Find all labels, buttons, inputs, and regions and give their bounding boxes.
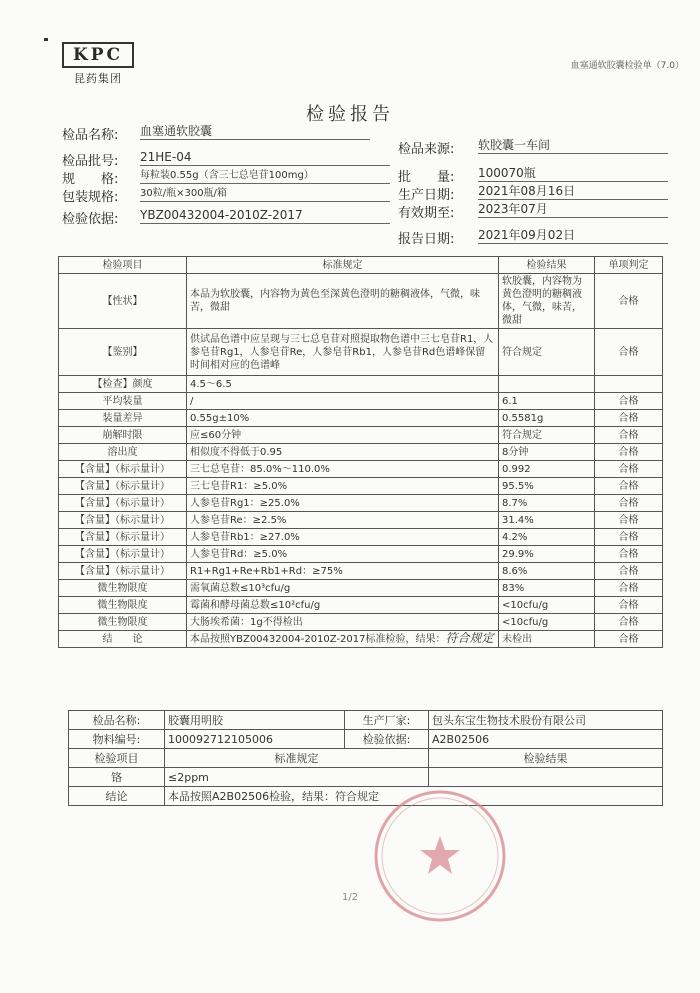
result: <10cfu/g [499, 597, 595, 614]
standard: 人参皂苷Rb1：≥27.0% [187, 529, 499, 546]
mfg-date-value: 2021年08月16日 [478, 184, 668, 200]
header-result: 检验结果 [499, 257, 595, 274]
pack-value: 30粒/瓶×300瓶/箱 [140, 186, 390, 202]
table-header-row [59, 257, 663, 274]
table-row [59, 529, 663, 546]
result: 83% [499, 580, 595, 597]
expiry-value: 2023年07月 [478, 202, 668, 218]
table-row [59, 495, 663, 512]
header-item: 检验项目 [59, 257, 187, 274]
judgement: 合格 [595, 427, 663, 444]
table-row [69, 730, 663, 749]
result: 未检出 [499, 631, 595, 648]
company-logo [62, 42, 134, 86]
table-row [59, 393, 663, 410]
result [499, 376, 595, 393]
material-standard-header: 标准规定 [165, 749, 429, 768]
mfg-date-label: 生产日期: [398, 188, 455, 203]
product-name-value: 血塞通软胶囊 [140, 124, 370, 140]
manufacturer-label: 生产厂家: [345, 711, 429, 730]
table-row [59, 444, 663, 461]
qty-value: 100070瓶 [478, 166, 668, 182]
table-row [59, 580, 663, 597]
result: <10cfu/g [499, 614, 595, 631]
table-row [59, 597, 663, 614]
test-item: 【含量】（标示量计） [59, 461, 187, 478]
result: 6.1 [499, 393, 595, 410]
table-row [59, 631, 663, 648]
material-item-header: 检验项目 [69, 749, 165, 768]
judgement: 合格 [595, 461, 663, 478]
judgement: 合格 [595, 495, 663, 512]
test-item: 【鉴别】 [59, 329, 187, 376]
material-name-label: 检品名称: [69, 711, 165, 730]
document-id: 血塞通软胶囊检验单（7.0） [570, 61, 684, 71]
standard: 霉菌和酵母菌总数≤10²cfu/g [187, 597, 499, 614]
logo-box: KPC [62, 42, 134, 68]
qty-label: 批 量: [398, 170, 455, 185]
material-basis-value: A2B02506 [429, 730, 663, 749]
result: 符合规定 [499, 329, 595, 376]
test-item: 崩解时限 [59, 427, 187, 444]
judgement: 合格 [595, 512, 663, 529]
judgement: 合格 [595, 393, 663, 410]
test-item: 【含量】（标示量计） [59, 512, 187, 529]
test-item: 【含量】（标示量计） [59, 563, 187, 580]
test-item: 平均装量 [59, 393, 187, 410]
test-item: 微生物限度 [59, 614, 187, 631]
material-conclusion: 本品按照A2B02506检验，结果：符合规定 [165, 787, 663, 806]
material-conclusion-label: 结论 [69, 787, 165, 806]
result: 软胶囊，内容物为黄色澄明的糖稠液体，气微，味苦，微甜 [499, 274, 595, 329]
logo-subtext: 昆药集团 [74, 72, 122, 85]
material-standard: ≤2ppm [165, 768, 429, 787]
judgement: 合格 [595, 274, 663, 329]
judgement: 合格 [595, 329, 663, 376]
material-table [68, 710, 663, 806]
spec-label: 规 格: [62, 172, 119, 187]
result: 31.4% [499, 512, 595, 529]
test-item: 微生物限度 [59, 580, 187, 597]
standard: R1+Rg1+Re+Rb1+Rd：≥75% [187, 563, 499, 580]
result: 8.7% [499, 495, 595, 512]
batch-label: 检品批号: [62, 154, 119, 169]
material-result-header: 检验结果 [429, 749, 663, 768]
judgement: 合格 [595, 631, 663, 648]
result: 0.992 [499, 461, 595, 478]
table-row [59, 563, 663, 580]
header-judgement: 单项判定 [595, 257, 663, 274]
standard: 本品按照YBZ00432004-2010Z-2017标准检验，结果：符合规定 [187, 631, 499, 648]
standard: / [187, 393, 499, 410]
test-item: 装量差异 [59, 410, 187, 427]
standard: 人参皂苷Re：≥2.5% [187, 512, 499, 529]
result: 8.6% [499, 563, 595, 580]
basis-label: 检验依据: [62, 212, 119, 227]
table-row [69, 787, 663, 806]
table-row [69, 711, 663, 730]
judgement: 合格 [595, 529, 663, 546]
judgement: 合格 [595, 410, 663, 427]
table-row [59, 427, 663, 444]
test-item: 结 论 [59, 631, 187, 648]
material-code-value: 100092712105006 [165, 730, 345, 749]
table-row [69, 768, 663, 787]
table-row [59, 376, 663, 393]
report-date-value: 2021年09月02日 [478, 228, 668, 244]
result: 0.5581g [499, 410, 595, 427]
table-row [59, 461, 663, 478]
table-row [59, 274, 663, 329]
source-label: 检品来源: [398, 142, 455, 157]
scan-mark [44, 38, 48, 41]
standard: 相似度不得低于0.95 [187, 444, 499, 461]
standard: 三七总皂苷：85.0%～110.0% [187, 461, 499, 478]
standard: 供试品色谱中应呈现与三七总皂苷对照提取物色谱中三七皂苷R1，人参皂苷Rg1，人参皂苷Re，人参皂苷Rb1，人参皂苷Rd色谱峰保留时间相对应的色谱峰 [187, 329, 499, 376]
judgement: 合格 [595, 597, 663, 614]
handwritten-conclusion: 符合规定 [445, 631, 494, 645]
manufacturer-value: 包头东宝生物技术股份有限公司 [429, 711, 663, 730]
table-row [59, 546, 663, 563]
judgement: 合格 [595, 478, 663, 495]
table-row [59, 614, 663, 631]
table-row [69, 749, 663, 768]
report-date-label: 报告日期: [398, 232, 455, 247]
standard: 本品为软胶囊，内容物为黄色至深黄色澄明的糖稠液体，气微，味苦，微甜 [187, 274, 499, 329]
standard: 大肠埃希菌：1g不得检出 [187, 614, 499, 631]
material-basis-label: 检验依据: [345, 730, 429, 749]
spec-value: 每粒装0.55g（含三七总皂苷100mg） [140, 168, 390, 184]
result: 8分钟 [499, 444, 595, 461]
test-item: 【含量】（标示量计） [59, 546, 187, 563]
standard: 0.55g±10% [187, 410, 499, 427]
standard: 人参皂苷Rg1：≥25.0% [187, 495, 499, 512]
table-row [59, 410, 663, 427]
test-item: 【性状】 [59, 274, 187, 329]
product-name-label: 检品名称: [62, 128, 119, 143]
batch-value: 21HE-04 [140, 150, 390, 166]
table-row [59, 512, 663, 529]
standard: 三七皂苷R1：≥5.0% [187, 478, 499, 495]
source-value: 软胶囊一车间 [478, 138, 668, 154]
result: 95.5% [499, 478, 595, 495]
pack-label: 包装规格: [62, 190, 119, 205]
judgement [595, 376, 663, 393]
page-title: 检验报告 [306, 104, 394, 125]
standard: 需氧菌总数≤10³cfu/g [187, 580, 499, 597]
quality-seal-stamp [370, 786, 510, 926]
material-result [429, 768, 663, 787]
table-row [59, 478, 663, 495]
test-results-table [58, 256, 663, 648]
result: 4.2% [499, 529, 595, 546]
test-item: 微生物限度 [59, 597, 187, 614]
test-item: 溶出度 [59, 444, 187, 461]
standard: 人参皂苷Rd：≥5.0% [187, 546, 499, 563]
judgement: 合格 [595, 563, 663, 580]
basis-value: YBZ00432004-2010Z-2017 [140, 208, 390, 224]
judgement: 合格 [595, 546, 663, 563]
judgement: 合格 [595, 444, 663, 461]
result: 符合规定 [499, 427, 595, 444]
result: 29.9% [499, 546, 595, 563]
standard: 4.5～6.5 [187, 376, 499, 393]
judgement: 合格 [595, 580, 663, 597]
judgement: 合格 [595, 614, 663, 631]
header-standard: 标准规定 [187, 257, 499, 274]
table-row [59, 329, 663, 376]
material-code-label: 物料编号: [69, 730, 165, 749]
expiry-label: 有效期至: [398, 206, 455, 221]
test-item: 【含量】（标示量计） [59, 495, 187, 512]
page-number: 1/2 [341, 892, 359, 903]
standard: 应≤60分钟 [187, 427, 499, 444]
test-item: 【检查】颜度 [59, 376, 187, 393]
material-item: 铬 [69, 768, 165, 787]
test-item: 【含量】（标示量计） [59, 529, 187, 546]
test-item: 【含量】（标示量计） [59, 478, 187, 495]
material-name-value: 胶囊用明胶 [165, 711, 345, 730]
